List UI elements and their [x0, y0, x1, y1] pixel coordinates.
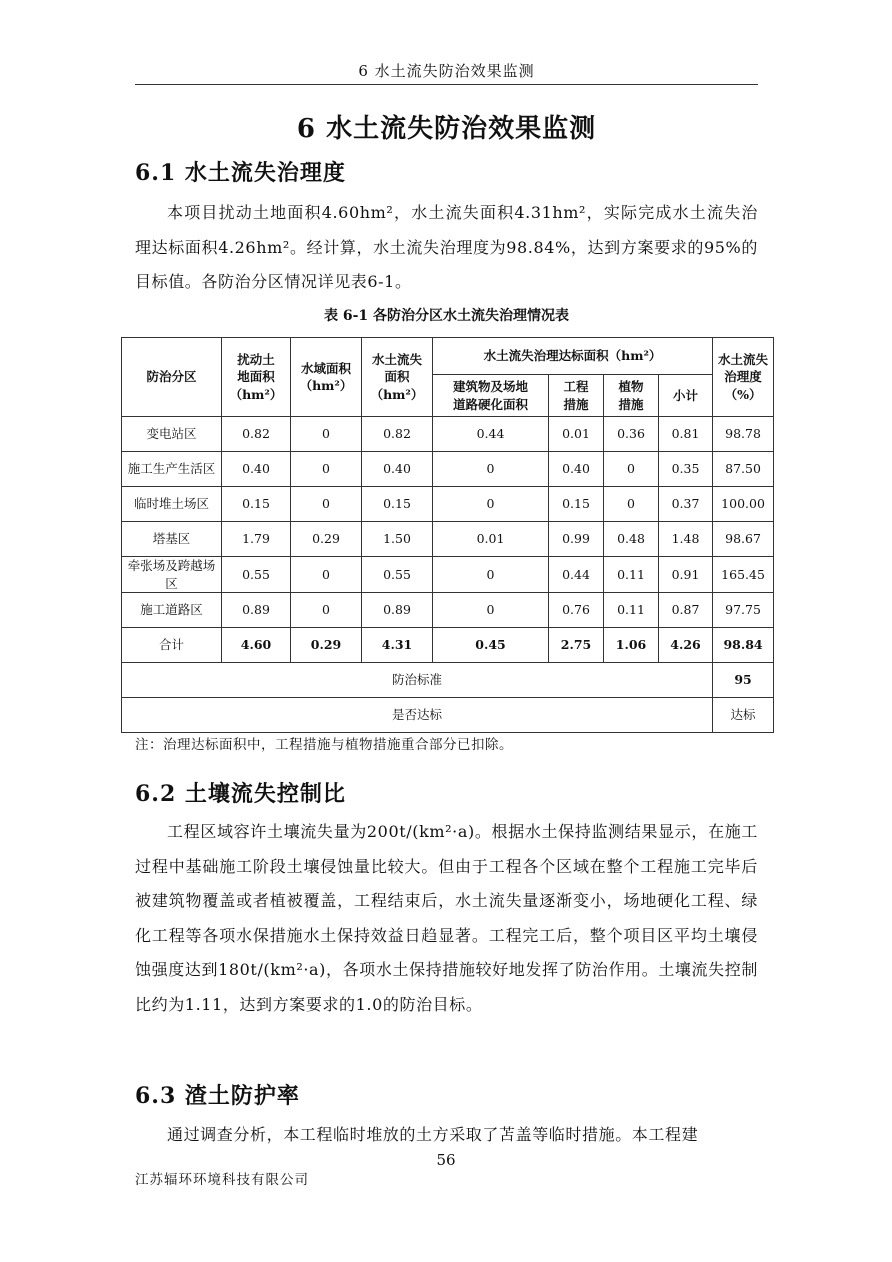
control-zone-table	[121, 337, 774, 733]
plant-cell: 1.06	[604, 628, 659, 663]
building-cell: 0	[433, 452, 549, 487]
section-6-3-title: 6.3 渣土防护率	[135, 1083, 300, 1109]
engineering-cell: 2.75	[549, 628, 604, 663]
zone-cell: 临时堆土场区	[122, 487, 222, 522]
running-header: 6 水土流失防治效果监测	[358, 62, 535, 80]
header-water-area: 水域面积 （hm²）	[291, 338, 362, 417]
erosion-cell: 0.15	[362, 487, 433, 522]
header-engineering-measures: 工程 措施	[549, 375, 604, 417]
section-6-1-title: 6.1 水土流失治理度	[135, 160, 346, 186]
water-cell: 0	[291, 452, 362, 487]
degree-cell: 98.84	[713, 628, 774, 663]
footer-company: 江苏辐环环境科技有限公司	[135, 1172, 309, 1188]
plant-cell: 0	[604, 452, 659, 487]
erosion-cell: 0.89	[362, 593, 433, 628]
table-note: 注：治理达标面积中，工程措施与植物措施重合部分已扣除。	[135, 737, 513, 753]
disturbed-cell: 0.89	[222, 593, 291, 628]
table-row	[122, 487, 774, 522]
subtotal-cell: 0.37	[659, 487, 713, 522]
header-plant-measures: 植物 措施	[604, 375, 659, 417]
section-6-1-body	[135, 196, 758, 300]
header-treated-area-group: 水土流失治理达标面积（hm²）	[433, 338, 713, 375]
water-cell: 0.29	[291, 522, 362, 557]
section-6-2-paragraph: 工程区域容许土壤流失量为200t/(km²·a)。根据水土保持监测结果显示，在施工过程中基础施工阶段土壤侵蚀量比较大。但由于工程各个区域在整个工程施工完毕后被建筑物覆盖或者植被覆盖，工程结束后，水土流失量逐渐变小，场地硬化工程、绿化工程等各项水保措施水土保持效益日趋显著。工程完工后，整个项目区平均土壤侵蚀强度达到180t/(km²·a)，各项水土保持措施较好地发挥了防治作用。土壤流失控制比约为1.11，达到方案要求的1.0的防治目标。	[135, 822, 758, 1014]
header-treatment-degree: 水土流失 治理度 （%）	[713, 338, 774, 417]
water-cell: 0	[291, 487, 362, 522]
building-cell: 0	[433, 557, 549, 593]
engineering-cell: 0.76	[549, 593, 604, 628]
compliance-row	[122, 698, 774, 733]
water-cell: 0	[291, 593, 362, 628]
header-erosion-area: 水土流失 面积 （hm²）	[362, 338, 433, 417]
engineering-cell: 0.40	[549, 452, 604, 487]
erosion-cell: 1.50	[362, 522, 433, 557]
water-cell: 0	[291, 557, 362, 593]
engineering-cell: 0.15	[549, 487, 604, 522]
section-6-3-body	[135, 1118, 758, 1153]
section-6-2-title: 6.2 土壤流失控制比	[135, 781, 346, 807]
erosion-cell: 0.82	[362, 417, 433, 452]
plant-cell: 0.11	[604, 593, 659, 628]
engineering-cell: 0.99	[549, 522, 604, 557]
erosion-cell: 0.40	[362, 452, 433, 487]
engineering-cell: 0.44	[549, 557, 604, 593]
subtotal-cell: 0.91	[659, 557, 713, 593]
plant-cell: 0.48	[604, 522, 659, 557]
table-row	[122, 452, 774, 487]
plant-cell: 0	[604, 487, 659, 522]
building-cell: 0	[433, 593, 549, 628]
zone-cell: 牵张场及跨越场区	[122, 557, 222, 593]
plant-cell: 0.11	[604, 557, 659, 593]
standard-label: 防治标准	[122, 663, 713, 698]
header-subtotal: 小计	[659, 375, 713, 417]
building-cell: 0.01	[433, 522, 549, 557]
water-cell: 0	[291, 417, 362, 452]
page-number: 56	[436, 1151, 456, 1169]
disturbed-cell: 1.79	[222, 522, 291, 557]
disturbed-cell: 0.82	[222, 417, 291, 452]
table-row	[122, 522, 774, 557]
plant-cell: 0.36	[604, 417, 659, 452]
table-row	[122, 417, 774, 452]
building-cell: 0.44	[433, 417, 549, 452]
table-row	[122, 557, 774, 593]
degree-cell: 87.50	[713, 452, 774, 487]
section-6-1-paragraph: 本项目扰动土地面积4.60hm²，水土流失面积4.31hm²，实际完成水土流失治理达标面积4.26hm²。经计算，水土流失治理度为98.84%，达到方案要求的95%的目标值。各防治分区情况详见表6-1。	[135, 203, 758, 291]
header-rule	[135, 84, 758, 85]
degree-cell: 97.75	[713, 593, 774, 628]
zone-cell: 变电站区	[122, 417, 222, 452]
degree-cell: 98.67	[713, 522, 774, 557]
disturbed-cell: 0.55	[222, 557, 291, 593]
chapter-title: 6 水土流失防治效果监测	[296, 114, 597, 144]
zone-cell: 施工生产生活区	[122, 452, 222, 487]
standard-row	[122, 663, 774, 698]
building-cell: 0.45	[433, 628, 549, 663]
total-row	[122, 628, 774, 663]
zone-cell: 合计	[122, 628, 222, 663]
disturbed-cell: 4.60	[222, 628, 291, 663]
header-zone: 防治分区	[122, 338, 222, 417]
standard-value: 95	[713, 663, 774, 698]
subtotal-cell: 4.26	[659, 628, 713, 663]
compliance-label: 是否达标	[122, 698, 713, 733]
header-disturbed-area: 扰动土 地面积 （hm²）	[222, 338, 291, 417]
degree-cell: 165.45	[713, 557, 774, 593]
water-cell: 0.29	[291, 628, 362, 663]
erosion-cell: 4.31	[362, 628, 433, 663]
engineering-cell: 0.01	[549, 417, 604, 452]
zone-cell: 施工道路区	[122, 593, 222, 628]
disturbed-cell: 0.15	[222, 487, 291, 522]
subtotal-cell: 0.35	[659, 452, 713, 487]
subtotal-cell: 1.48	[659, 522, 713, 557]
header-building-hardening: 建筑物及场地 道路硬化面积	[433, 375, 549, 417]
table-caption: 表 6-1 各防治分区水土流失治理情况表	[323, 308, 570, 324]
disturbed-cell: 0.40	[222, 452, 291, 487]
compliance-value: 达标	[713, 698, 774, 733]
building-cell: 0	[433, 487, 549, 522]
degree-cell: 98.78	[713, 417, 774, 452]
subtotal-cell: 0.87	[659, 593, 713, 628]
section-6-3-paragraph: 通过调查分析，本工程临时堆放的土方采取了苫盖等临时措施。本工程建	[167, 1125, 699, 1144]
degree-cell: 100.00	[713, 487, 774, 522]
subtotal-cell: 0.81	[659, 417, 713, 452]
section-6-2-body	[135, 815, 758, 1022]
erosion-cell: 0.55	[362, 557, 433, 593]
zone-cell: 塔基区	[122, 522, 222, 557]
table-row	[122, 593, 774, 628]
